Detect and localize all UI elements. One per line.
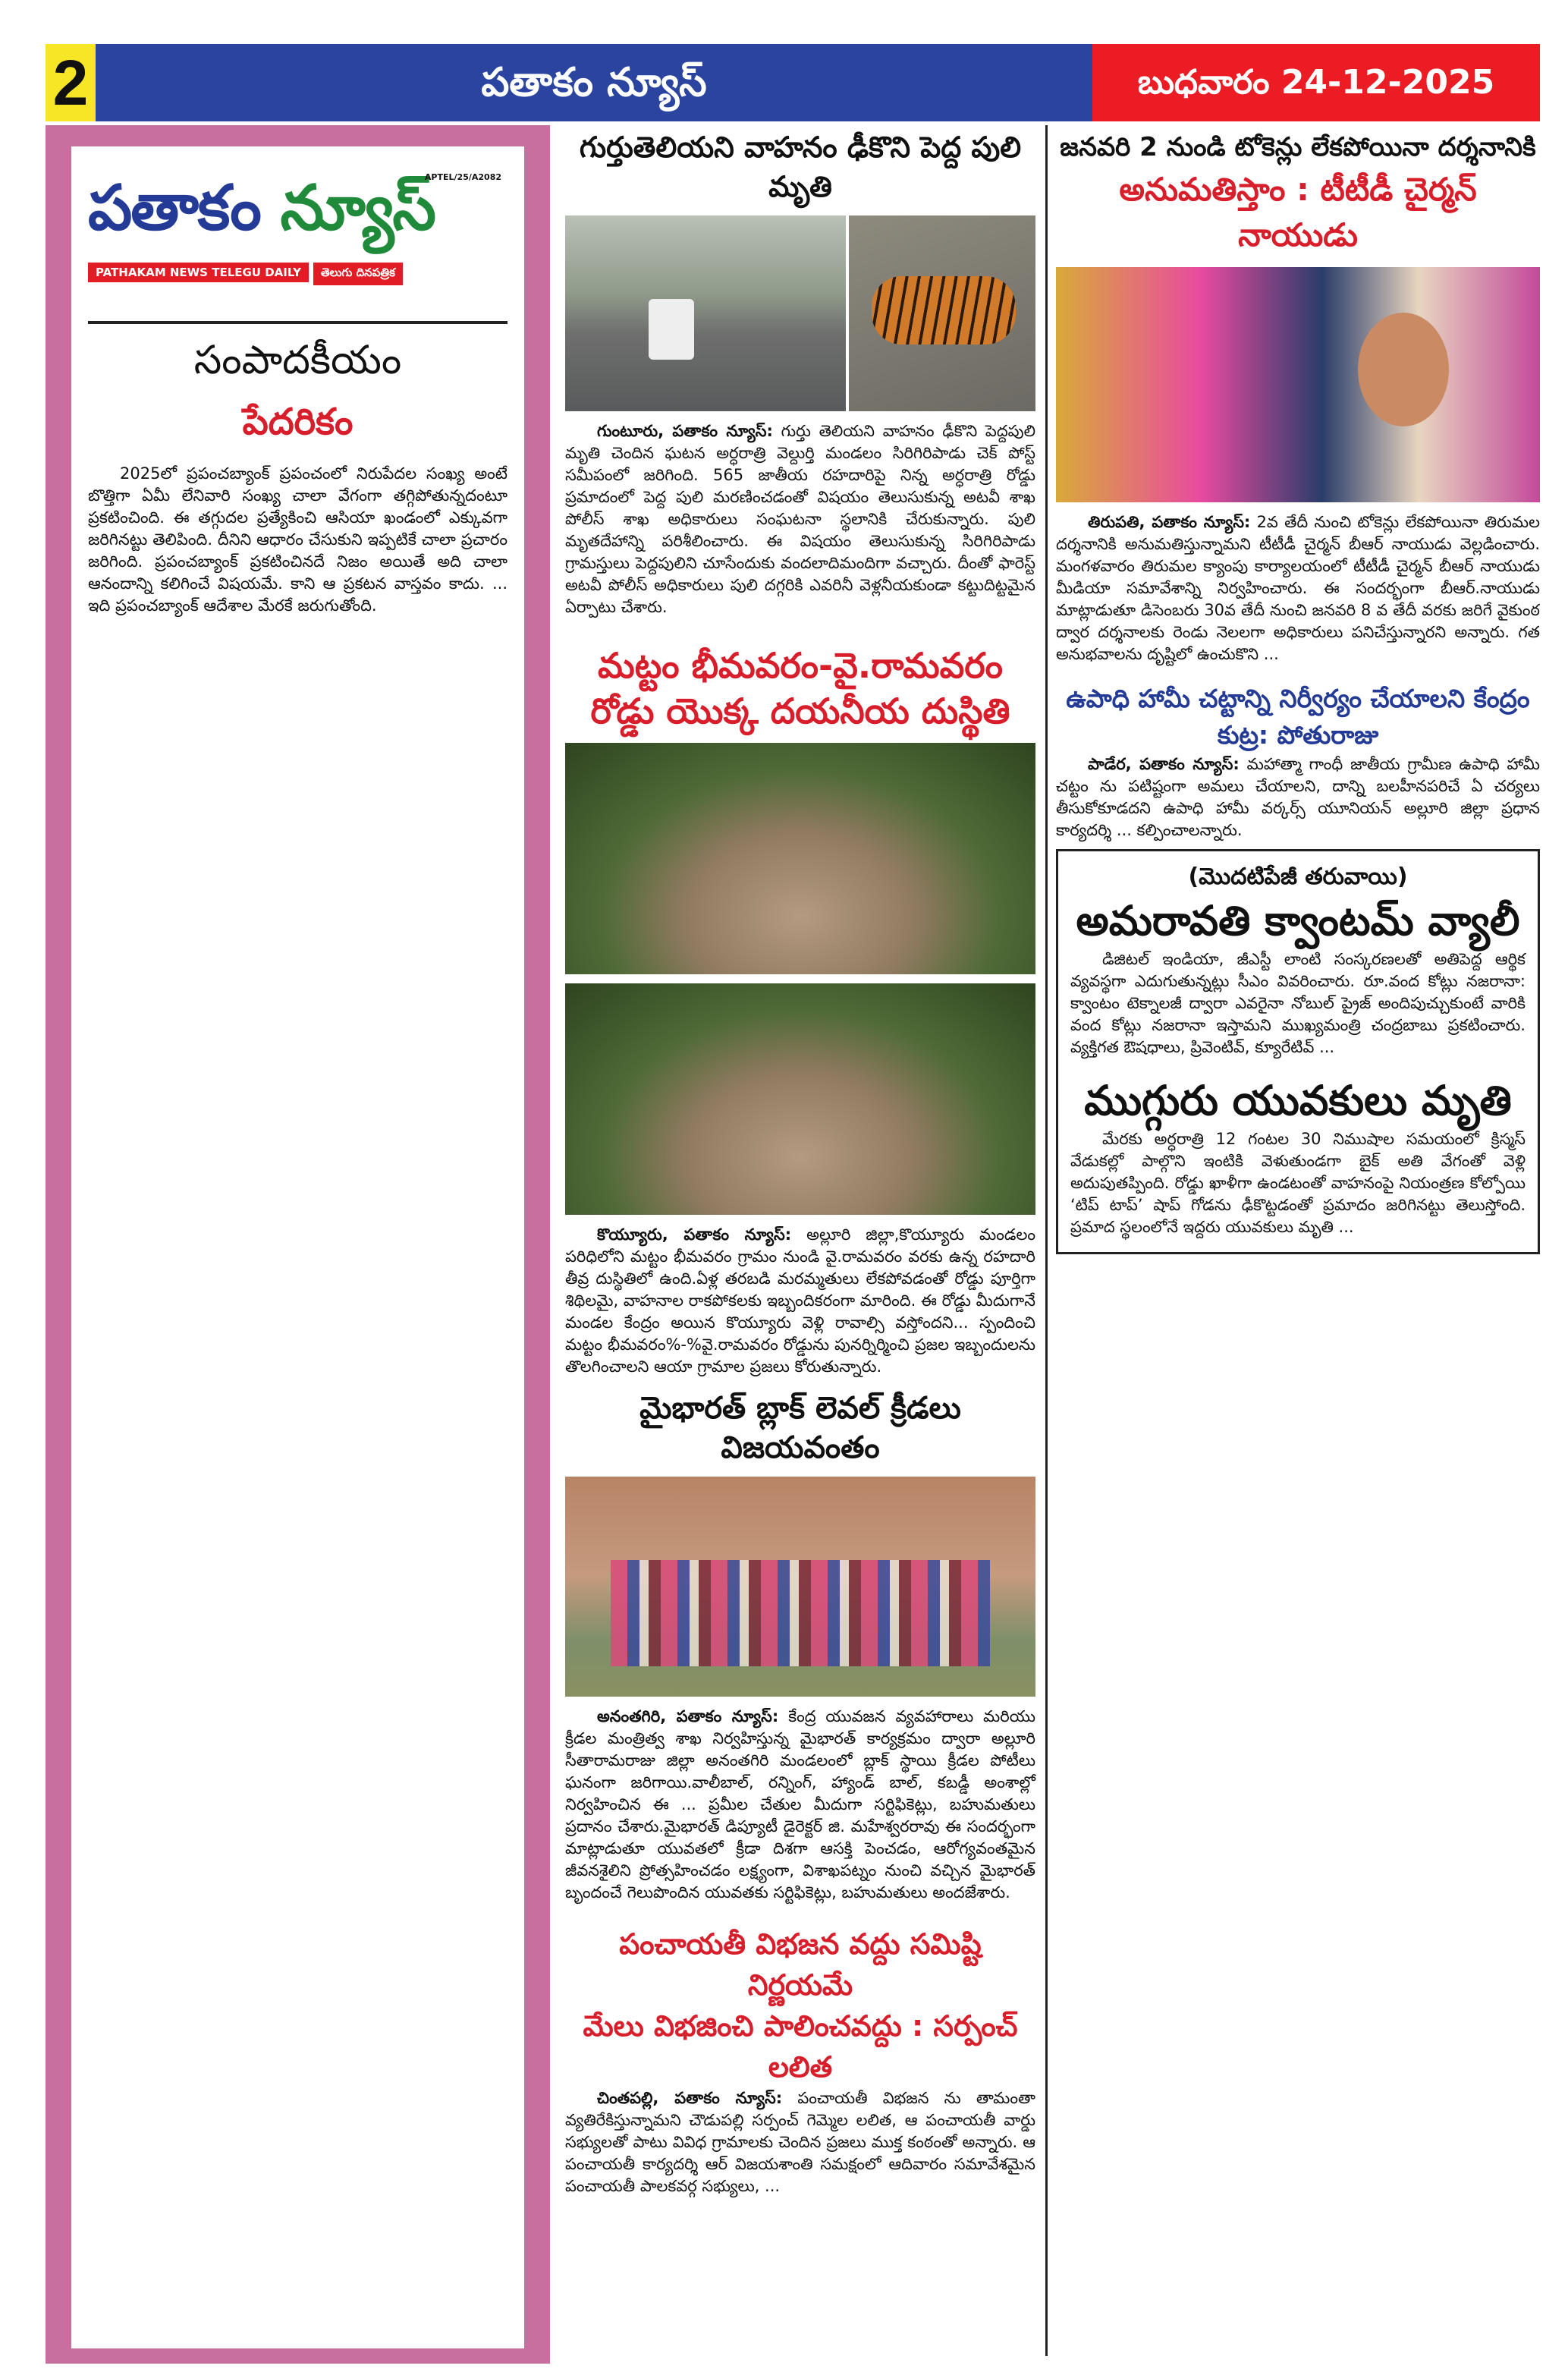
quantum-headline: అమరావతి క్వాంటమ్ వ్యాలీ — [1076, 897, 1520, 945]
panchayat-headline-1: పంచాయతీ విభజన వద్దు సమిష్టి నిర్ణయమే — [619, 1927, 982, 2002]
road-headline-2: రోడ్డు యొక్క దయనీయ దుస్థితి — [590, 690, 1010, 731]
continued-box — [1056, 849, 1540, 1254]
right-column — [1056, 127, 1540, 1254]
nrega-headline: ఉపాధి హామీ చట్టాన్ని నిర్వీర్యం చేయాలని కేంద్రం కుట్ర: పోతురాజు — [1066, 684, 1530, 750]
logo-tag-english: PATHAKAM NEWS TELEGU DAILY — [88, 263, 309, 282]
dateline: గుంటూరు, పతాకం న్యూస్: — [597, 422, 773, 440]
article-body: అల్లూరి జిల్లా,కొయ్యూరు మండలం పరిధిలోని మట్టం భీమవరం గ్రామం నుండి వై.రామవరం వరకు ఉన్న రహదారి తీవ్ర దుస్థితిలో ఉంది.ఏళ్ల తరబడి మరమ్మతులు లేకపోవడంతో రోడ్డు పూర్తిగా శిథిలమై, వాహనాల రాకపోకలకు ఇబ్బందికరంగా మారింది. ఈ రోడ్డు మీదుగానే మండల కేంద్రం అయిన కొయ్యూరు వెళ్లి రావాల్సి వస్తోందని... స్పందించి మట్టం భీమవరం%-%వై.రామవరం రోడ్డును పునర్నిర్మించి ప్రజల ఇబ్బందులను తొలగించాలని ఆయా గ్రామాల ప్రజలు కోరుతున్నారు. — [565, 1225, 1035, 1376]
road-photo-1 — [565, 743, 1035, 974]
logo-text: పతాకం — [88, 172, 260, 244]
article-body: డిజిటల్ ఇండియా, జీఎస్టీ లాంటి సంస్కరణలతో అతిపెద్ద ఆర్థిక వ్యవస్థగా ఎదుగుతున్నట్లు సీఎం వివరించారు. రూ.వంద కోట్లు నజరానా: క్వాంటం టెక్నాలజీ ద్వారా ఎవరైనా నోబుల్ ప్రైజ్ అందిపుచ్చుకుంటే వారికి వంద కోట్లు నజరానా ఇస్తామని ముఖ్యమంత్రి చంద్రబాబు ప్రకటించారు. వ్యక్తిగత ఔషధాలు, ప్రివెంటివ్, క్యూరేటివ్ ... — [1070, 950, 1526, 1056]
tiger-photo — [565, 215, 1035, 411]
tiger-headline: గుర్తుతెలియని వాహనం ఢీకొని పెద్ద పులి మృతి — [579, 131, 1022, 203]
section-title: సంపాదకీయం — [193, 338, 402, 383]
article-body: మేరకు అర్ధరాత్రి 12 గంటల 30 నిముషాల సమయంలో క్రిస్మస్ వేడుకల్లో పాల్గొని ఇంటికి వెళుతుండగా బైక్ అతి వేగంతో వెళ్లి అదుపుతప్పింది. రోడ్డు ఖాళీగా ఉండటంతో వాహనంపై నియంత్రణ కోల్పోయి ‘టిప్ టాప్’ షాప్ గోడను ఢీకొట్టడంతో ప్రమాదం జరిగినట్టు తెలుస్తోంది. ప్రమాద స్థలంలోనే ఇద్దరు యువకులు మృతి ... — [1070, 1130, 1526, 1236]
sports-headline: మైభారత్ బ్లాక్ లెవల్ క్రీడలు విజయవంతం — [639, 1391, 961, 1465]
column-divider — [1045, 125, 1048, 2356]
article-body: మహాత్మా గాంధీ జాతీయ గ్రామీణ ఉపాధి హామీ చట్టం ను పటిష్టంగా అమలు చేయాలని, దాన్ని బలహీనపరిచే ఏ చర్యలు తీసుకోకూడదని ఉపాధి హామీ వర్కర్స్ యూనియన్ అల్లూరి జిల్లా ప్రధాన కార్యదర్శి ... కల్పించాలన్నారు. — [1056, 755, 1541, 839]
article-body: కేంద్ర యువజన వ్యవహారాలు మరియు క్రీడల మంత్రిత్వ శాఖ నిర్వహిస్తున్న మైభారత్ కార్యక్రమం ద్వారా అల్లూరి సీతారామరాజు జిల్లా అనంతగిరి మండలంలో బ్లాక్ స్థాయి క్రీడల పోటీలు ఘనంగా జరిగాయి.వాలీబాల్, రన్నింగ్, హ్యాండ్ బాల్, కబడ్డీ అంశాల్లో నిర్వహించిన ఈ ... ప్రమీల చేతుల మీదుగా సర్టిఫికెట్లు, బహుమతులు ప్రదానం చేశారు.మైభారత్ డిప్యూటీ డైరెక్టర్ జి. మహేశ్వరరావు ఈ సందర్భంగా మాట్లాడుతూ యువతలో క్రీడా దిశగా ఆసక్తి పెంచడం, ఆరోగ్యవంతమైన జీవనశైలిని ప్రోత్సహించడం లక్ష్యంగా, విశాఖపట్నం నుంచి వచ్చిన మైభారత్ బృందంచే గెలుపొందిన యువతకు సర్టిఫికెట్లు, బహుమతులు అందజేశారు. — [565, 1707, 1035, 1902]
continued-label: (మొదటిపేజీ తరువాయి) — [1188, 863, 1408, 890]
newspaper-logo — [88, 157, 507, 324]
middle-column — [565, 127, 1035, 2202]
editorial-title: పేదరికం — [242, 401, 354, 443]
editorial-column — [46, 125, 550, 2364]
ttd-headline-2: అనుమతిస్తాం : టీటీడీ చైర్మన్ నాయుడు — [1119, 171, 1477, 253]
road-photo-2 — [565, 983, 1035, 1215]
road-headline-1: మట్టం భీమవరం-వై.రామవరం — [598, 645, 1003, 686]
logo-tag-telugu: తెలుగు దినపత్రిక — [313, 263, 403, 285]
dateline: పాడేర, పతాకం న్యూస్: — [1088, 755, 1240, 773]
accident-headline: ముగ్గురు యువకులు మృతి — [1084, 1077, 1512, 1125]
dateline: అనంతగిరి, పతాకం న్యూస్: — [597, 1707, 779, 1725]
article-body: పంచాయతీ విభజన ను తామంతా వ్యతిరేకిస్తున్నామని చౌడుపల్లి సర్పంచ్ గెమ్మెల లలిత, ఆ పంచాయతీ వార్డు సభ్యులతో పాటు వివిధ గ్రామాలకు చెందిన ప్రజలు ముక్త కంఠంతో అన్నారు. ఆ పంచాయతీ కార్యదర్శి ఆర్ విజయశాంతి సమక్షంలో ఆదివారం సమావేశమైన పంచాయతీ పాలకవర్గ సభ్యులు, ... — [565, 2089, 1035, 2195]
sports-group-photo — [565, 1477, 1035, 1697]
issue-date: బుధవారం 24-12-2025 — [1092, 44, 1540, 121]
ttd-chairman-photo — [1056, 267, 1540, 502]
article-body: గుర్తు తెలియని వాహనం ఢీకొని పెద్దపులి మృతి చెందిన ఘటన అర్ధరాత్రి వెల్దుర్తి మండలం సిరిగిరిపాడు చెక్ పోస్ట్ సమీపంలో జరిగింది. 565 జాతీయ రహదారిపై నిన్న అర్ధరాత్రి రోడ్డు ప్రమాదంలో పెద్ద పులి మరణించడంతో విషయం తెలుసుకున్న అటవీ శాఖ పోలీస్ శాఖ అధికారులు సంఘటనా స్థలానికి చేరుకున్నారు. పులి మృతదేహాన్ని పరిశీలించారు. ఈ విషయం తెలుసుకున్న సిరిగిరిపాడు గ్రామస్తులు పెద్దపులిని చూసేందుకు వందలాదిమందిగా వచ్చారు. దీంతో ఫారెస్ట్ అటవీ పోలీస్ అధికారులు పులి దగ్గరికి ఎవరినీ వెళ్లనీయకుండా కట్టుదిట్టమైన ఏర్పాటు చేశారు. — [565, 422, 1035, 616]
dateline: కొయ్యూరు, పతాకం న్యూస్: — [597, 1225, 792, 1244]
editorial-body: 2025లో ప్రపంచబ్యాంక్ ప్రపంచంలో నిరుపేదల సంఖ్య అంటే బొత్తిగా ఏమీ లేనివారి సంఖ్య చాలా వేగంగా తగ్గిపోతున్నదంటూ ప్రకటించింది. ఈ తగ్గుదల ప్రత్యేకించి ఆసియా ఖండంలో ఎక్కువగా జరిగినట్టు తెలిపింది. దీనిని ఆధారం చేసుకుని ఇప్పటికే చాలా ప్రచారం జరిగింది. ప్రపంచబ్యాంక్ ప్రకటించినదే నిజం అయితే అది చాలా ఆనందాన్ని కలిగించే విషయమే. కాని ఆ ప్రకటన వాస్తవం కాదు. ... ఇది ప్రపంచబ్యాంక్ ఆదేశాల మేరకే జరుగుతోంది. — [88, 464, 507, 615]
dateline: చింతపల్లి, పతాకం న్యూస్: — [597, 2089, 783, 2107]
panchayat-headline-2: మేలు విభజించి పాలించవద్దు : సర్పంచ్ లలిత — [583, 2009, 1018, 2084]
masthead-title: పతాకం న్యూస్ — [96, 44, 1092, 121]
page-number: 2 — [46, 44, 96, 121]
article-body: 2వ తేదీ నుంచి టోకెన్లు లేకపోయినా తిరుమల దర్శనానికి అనుమతిస్తున్నామని టీటీడీ చైర్మన్ బీఆర్ నాయుడు వెల్లడించారు. మంగళవారం తిరుమల క్యాంపు కార్యాలయంలో టీటీడీ చైర్మన్ బీఆర్ నాయుడు మీడియా సమావేశాన్ని నిర్వహించారు. ఈ సందర్భంగా బీఆర్.నాయుడు మాట్లాడుతూ డిసెంబరు 30వ తేదీ నుంచి జనవరి 8 వ తేదీ వరకు జరిగే వైకుంఠ ద్వార దర్శనాలకు రెండు నెలలగా అధికారులు పనిచేస్తున్నారని అన్నారు. గత అనుభవాలను దృష్టిలో ఉంచుకొని ... — [1056, 513, 1540, 663]
registration-number: APTEL/25/A2082 — [424, 172, 501, 182]
logo-text-2: న్యూస్ — [280, 172, 435, 244]
ttd-headline-1: జనవరి 2 నుండి టోకెన్లు లేకపోయినా దర్శనానికి — [1060, 132, 1536, 162]
dateline: తిరుపతి, పతాకం న్యూస్: — [1088, 513, 1251, 531]
